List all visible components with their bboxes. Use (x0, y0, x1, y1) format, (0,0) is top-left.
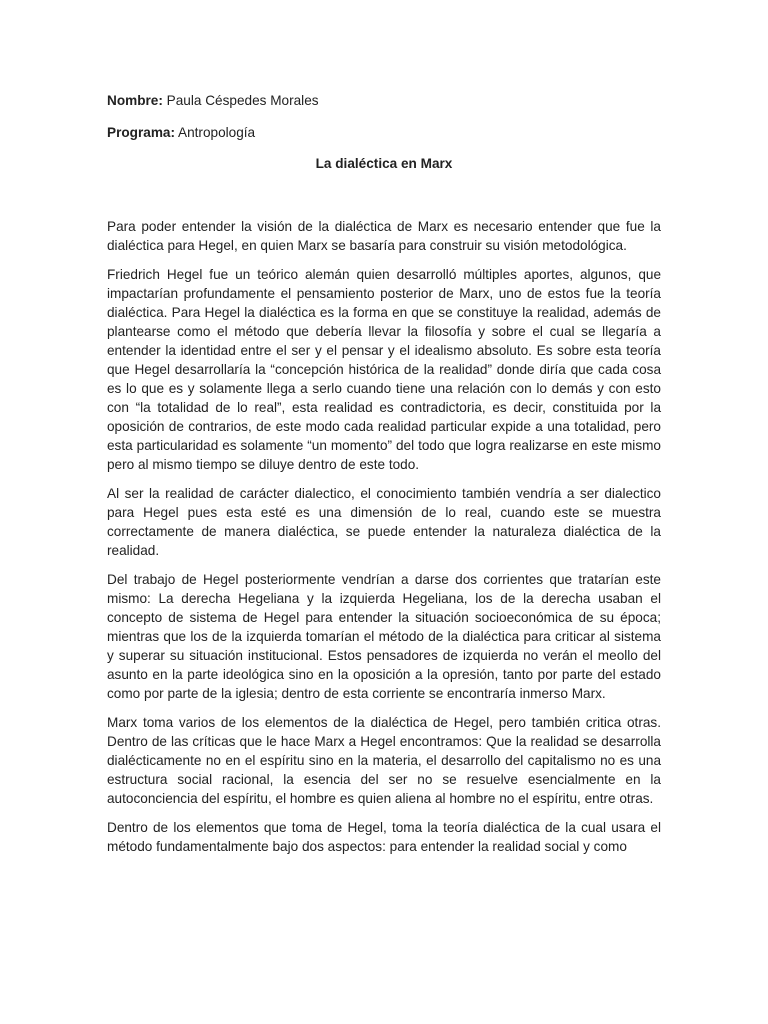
program-label: Programa: (107, 125, 175, 140)
paragraph-currents: Del trabajo de Hegel posteriormente vendrían a darse dos corrientes que tratarían este mismo: La derecha Hegeliana y la izquierda Hegeliana, los de la derecha usaban el concepto de sistema de Hegel para entender la situación socioeconómica de su época; mientras que los de la izquierda tomarían el método de la dialéctica para criticar al sistema y superar su situación institucional. Estos pensadores de izquierda no verán el meollo del asunto en la parte ideológica sino en la oposición a la opresión, tanto por parte del estado como por parte de la iglesia; dentro de esta corriente se encontraría inmerso Marx. (107, 572, 661, 701)
paragraph-intro: Para poder entender la visión de la dialéctica de Marx es necesario entender que fue la dialéctica para Hegel, en quien Marx se basaría para construir su visión metodológica. (107, 219, 661, 253)
author-line (107, 91, 319, 110)
paragraph-hegel: Friedrich Hegel fue un teórico alemán quien desarrolló múltiples aportes, algunos, que impactarían profundamente el pensamiento posterior de Marx, uno de estos fue la teoría dialéctica. Para Hegel la dialéctica es la forma en que se constituye la realidad, además de plantearse como el método que debería llevar la filosofía y sobre el cual se llegaría a entender la identidad entre el ser y el pensar y el idealismo absoluto. Es sobre esta teoría que Hegel desarrollaría la “concepción histórica de la realidad” donde diría que cada cosa es lo que es y solamente llega a serlo cuando tiene una relación con lo demás y con esto con “la totalidad de lo real”, esta realidad es contradictoria, es decir, constituida por la oposición de contrarios, de este modo cada realidad particular expide a una totalidad, pero esta particularidad es solamente “un momento” del todo que logra realizarse en este mismo pero al mismo tiempo se diluye dentro de este todo. (107, 267, 661, 472)
author-label: Nombre: (107, 93, 163, 108)
paragraph-marx-critique: Marx toma varios de los elementos de la dialéctica de Hegel, pero también critica otras. Dentro de las críticas que le hace Marx a Hegel encontramos: Que la realidad se desarrolla dialécticamente no en el espíritu sino en la materia, el desarrollo del capitalismo no es una estructura social racional, la esencia del ser no se resuelve esencialmente en la autoconciencia del espíritu, el hombre es quien aliena al hombre no el espíritu, entre otras. (107, 715, 661, 806)
document-body (107, 217, 661, 866)
author-name: Paula Céspedes Morales (162, 93, 319, 108)
document-title: La dialéctica en Marx (315, 156, 453, 171)
program-line (107, 123, 255, 142)
program-name: Antropología (175, 125, 256, 140)
paragraph-elements: Dentro de los elementos que toma de Hegel, toma la teoría dialéctica de la cual usara el método fundamentalmente bajo dos aspectos: para entender la realidad social y como (107, 820, 661, 854)
paragraph-knowledge: Al ser la realidad de carácter dialectico, el conocimiento también vendría a ser dialectico para Hegel pues esta esté es una dimensión de lo real, cuando este se muestra correctamente de manera dialéctica, se puede entender la naturaleza dialéctica de la realidad. (107, 486, 661, 558)
